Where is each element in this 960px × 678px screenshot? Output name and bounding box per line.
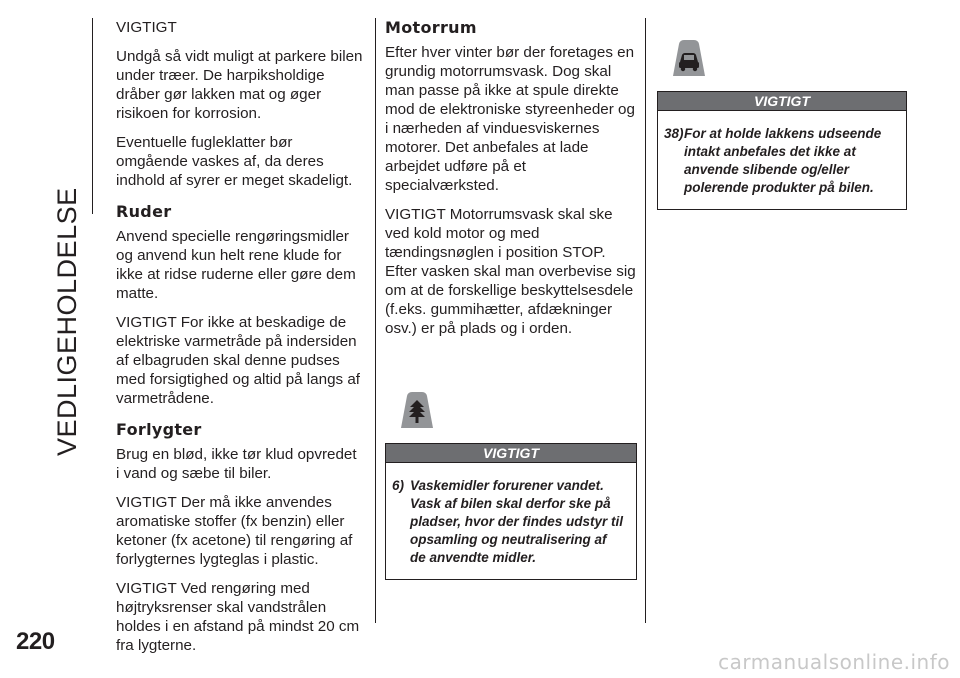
column-3 [657, 18, 907, 210]
section-title-vertical: VEDLIGEHOLDELSE [52, 187, 82, 456]
paragraph: VIGTIGT For ikke at beskadige de elektriske varmetråde på indersiden af elbagruden skal denne pudses med forsigtighed og altid på langs af varmetrådene. [116, 314, 361, 407]
environment-tree-icon [395, 388, 439, 432]
note-text: For at holde lakkens udseende intakt anbefales det ikke at anvende slibende og/eller polerende produkter på bilen. [684, 126, 882, 195]
paragraph: VIGTIGT Der må ikke anvendes aromatiske stoffer (fx benzin) eller ketoner (fx acetone) til rengøring af forlygternes lygteglas i plastic. [116, 494, 353, 568]
paragraph: Anvend specielle rengøringsmidler og anvend kun helt rene klude for ikke at ridse ruderne eller gøre dem matte. [116, 228, 356, 302]
paragraph: VIGTIGT Motorrumsvask skal ske ved kold motor og med tændingsnøglen i position STOP. Efter vasken skal man overbevise sig om at de forskellige beskyttelsesdele (f.eks. gummihætter, afdækninger osv.) er på plads og i orden. [385, 206, 636, 337]
paragraph: Efter hver vinter bør der foretages en grundig motorrumsvask. Dog skal man passe på ikke at spule direkte mod de elektroniske styreenheder og i nærheden af vinduesviskernes motorer. Det anbefales at lade arbejdet udføre på et specialværksted. [385, 44, 635, 194]
note-item [664, 125, 894, 197]
side-rule [92, 18, 93, 214]
warning-header: VIGTIGT [657, 91, 907, 111]
warning-header: VIGTIGT [385, 443, 637, 463]
paragraph: VIGTIGT Ved rengøring med højtryksrenser skal vandstrålen holdes i en afstand på mindst 20 cm fra lygterne. [116, 580, 360, 654]
heading-ruder: Ruder [116, 202, 172, 221]
paragraph: Brug en blød, ikke tør klud opvredet i vand og sæbe til biler. [116, 446, 357, 482]
column-1 [116, 18, 364, 665]
paragraph: Eventuelle fugleklatter bør omgående vaskes af, da deres indhold af syrer er meget skadeligt. [116, 134, 353, 189]
note-number: 38) [664, 126, 684, 141]
page-number: 220 [16, 628, 55, 655]
paragraph: VIGTIGT [116, 19, 177, 36]
column-divider [645, 18, 646, 623]
paragraph: Undgå så vidt muligt at parkere bilen under træer. De harpiksholdige dråber gør lakken mat og øger risikoen for korrosion. [116, 48, 363, 122]
warning-box [657, 111, 907, 210]
warning-box [385, 463, 637, 580]
heading-motorrum: Motorrum [385, 18, 477, 37]
heading-forlygter: Forlygter [116, 420, 202, 439]
car-warning-icon [667, 36, 711, 80]
column-divider [375, 18, 376, 623]
note-text: Vaskemidler forurener vandet. Vask af bilen skal derfor ske på pladser, hvor der findes udstyr til opsamling og neutralisering af de anvendte midler. [410, 478, 624, 565]
watermark: carmanualsonline.info [718, 650, 950, 674]
column-2 [385, 18, 637, 580]
note-item [392, 477, 624, 567]
note-number: 6) [392, 478, 405, 493]
